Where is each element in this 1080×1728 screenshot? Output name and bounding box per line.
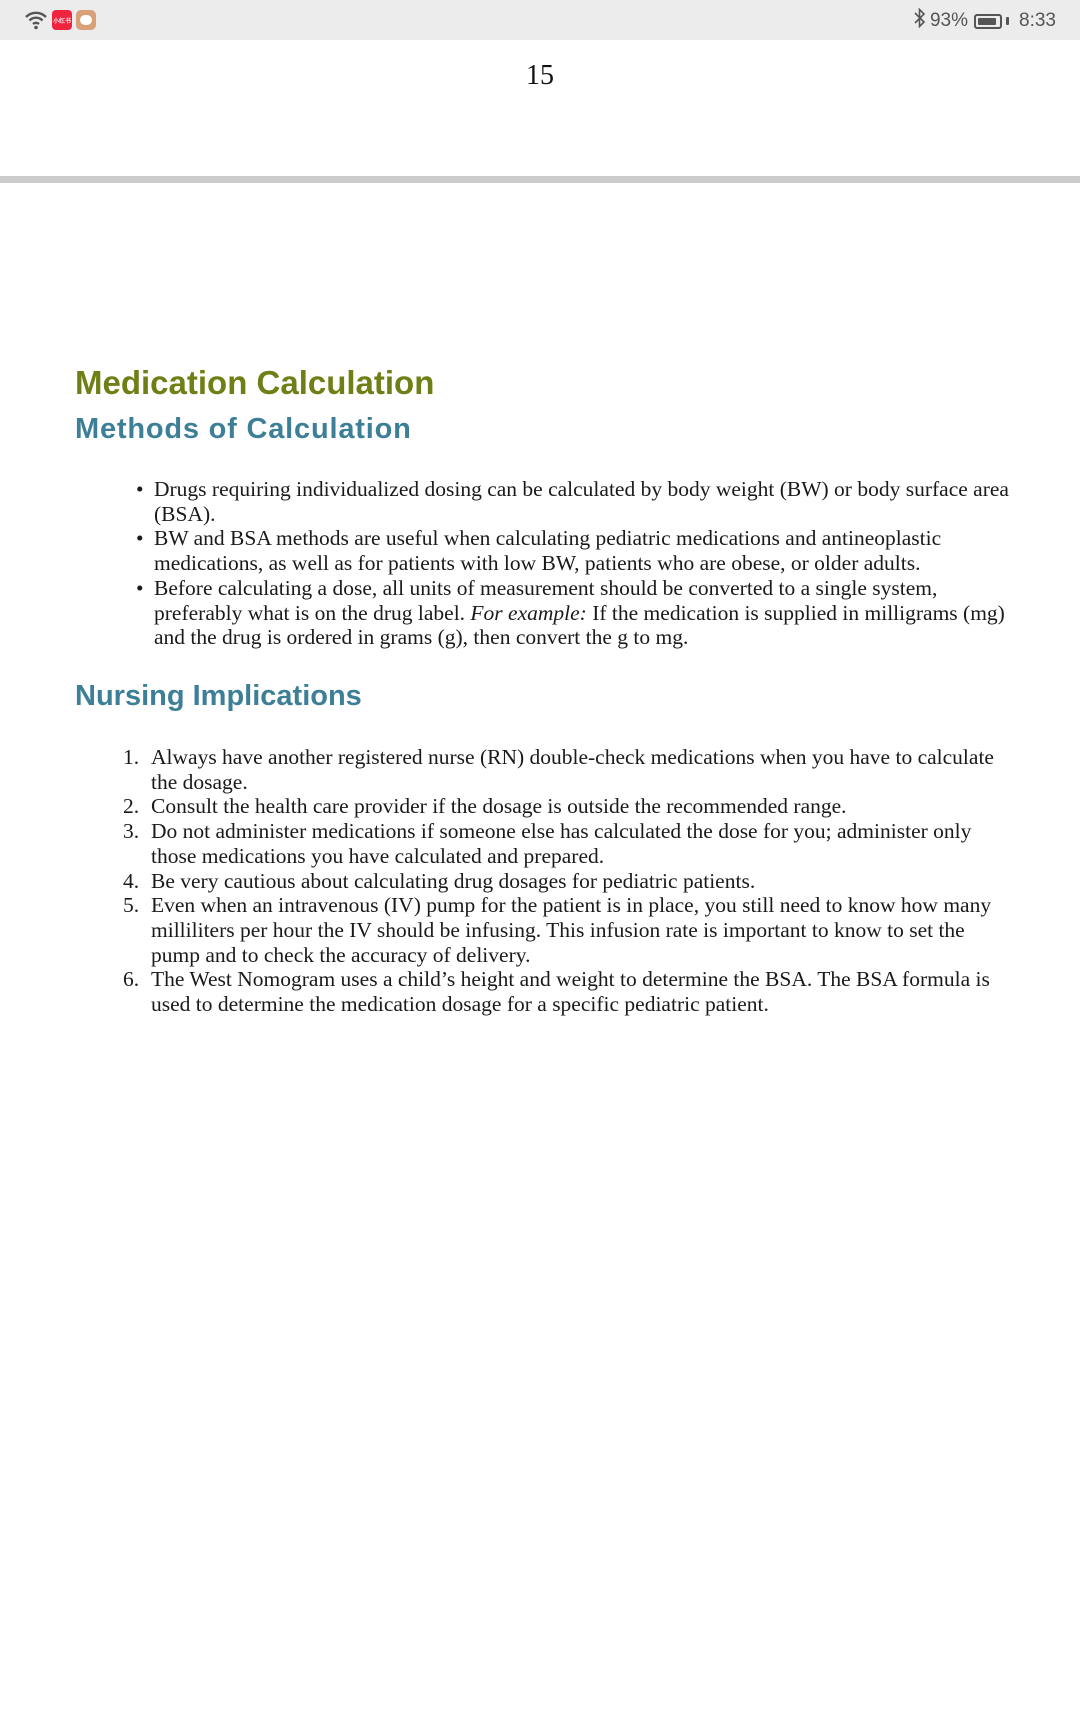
list-number: 5. [123, 893, 140, 918]
list-number: 3. [123, 819, 140, 844]
battery-tip [1006, 17, 1009, 25]
example-label: For example: [470, 600, 587, 625]
list-item [123, 967, 1013, 1016]
bullet-icon: • [136, 526, 144, 551]
battery-fill [978, 18, 996, 25]
list-item [123, 893, 1013, 967]
messages-app-icon [76, 10, 96, 30]
list-item-text: Always have another registered nurse (RN) double-check medications when you have to calculate the dosage. [151, 745, 994, 794]
list-number: 6. [123, 967, 140, 992]
section-heading-methods: Methods of Calculation [75, 413, 412, 445]
list-item-text: The West Nomogram uses a child’s height and weight to determine the BSA. The BSA formula is used to determine the medication dosage for a specific pediatric patient. [151, 967, 990, 1017]
list-number: 2. [123, 794, 140, 819]
list-item-text: Do not administer medications if someone else has calculated the dose for you; administer only those medications you have calculated and prepared. [151, 819, 972, 868]
list-item-text: BW and BSA methods are useful when calculating pediatric medications and antineoplastic medications, as well as for patients with low BW, patients who are obese, or older adults. [154, 526, 942, 576]
xiaohongshu-app-icon: 小红书 [52, 10, 72, 30]
list-item-text: Even when an intravenous (IV) pump for the patient is in place, you still need to know how many milliliters per hour the IV should be infusing. This infusion rate is important to know to set the pump and to check the accuracy of delivery. [151, 893, 992, 967]
clock: 8:33 [1019, 10, 1056, 31]
bullet-icon: • [136, 477, 144, 501]
page-number: 15 [526, 60, 554, 91]
list-item-text: Be very cautious about calculating drug dosages for pediatric patients. [151, 868, 756, 893]
list-item-text: Before calculating a dose, all units of measurement should be converted to a single system, preferably what is on the drug label. [154, 575, 938, 625]
bullet-icon: • [136, 575, 144, 600]
status-bar-left [24, 9, 96, 31]
list-item [132, 576, 1012, 650]
list-number: 4. [123, 868, 140, 893]
battery-percent: 93% [929, 10, 969, 31]
nursing-numbered-list [123, 745, 1013, 1017]
bluetooth-icon [914, 8, 926, 34]
page-title: Medication Calculation [75, 364, 435, 401]
list-item [123, 794, 1013, 819]
page-divider [0, 176, 1080, 183]
battery-icon [974, 14, 1002, 29]
list-item-text: If the medication is supplied in milligrams (mg) and the drug is ordered in grams (g), then convert the g to mg. [154, 600, 1005, 650]
list-item-text: Drugs requiring individualized dosing can be calculated by body weight (BW) or body surface area (BSA). [154, 477, 1009, 526]
methods-bullet-list [132, 477, 1012, 650]
list-item [123, 869, 1013, 894]
list-item [123, 745, 1013, 794]
list-item-text: Consult the health care provider if the dosage is outside the recommended range. [151, 794, 847, 819]
section-heading-nursing: Nursing Implications [75, 680, 362, 712]
list-item [132, 526, 1012, 575]
status-bar [0, 0, 1080, 40]
wifi-icon [24, 9, 48, 31]
list-number: 1. [123, 745, 140, 769]
list-item [132, 477, 1012, 526]
status-bar-right [914, 8, 1056, 34]
list-item [123, 819, 1013, 868]
